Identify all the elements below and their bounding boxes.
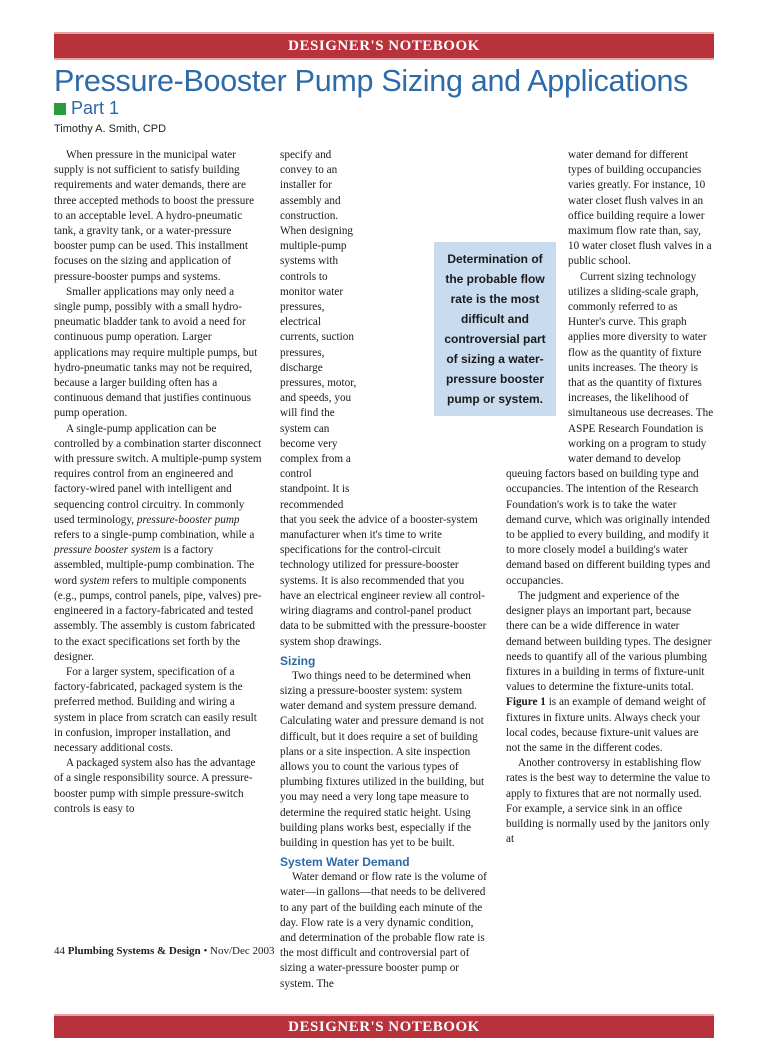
subheading-sizing: Sizing <box>280 653 316 668</box>
paragraph <box>54 422 262 665</box>
emphasis: system <box>79 574 110 587</box>
article-title: Pressure-Booster Pump Sizing and Applications <box>54 64 689 98</box>
page-footer <box>54 945 275 957</box>
text-run: is an example of demand weight of fixtures in fixture units. Always check your local codes, because fixture-unit values are not the same in the different codes. <box>506 696 706 754</box>
subheading-system-water-demand: System Water Demand <box>280 855 410 870</box>
text-run: refers to multiple components (e.g., pumps, control panels, pipe, valves) pre-engineered in a factory-fabricated and tested assembly. The assembly is custom fabricated to the exact specifications set forth by the designer. <box>54 574 262 663</box>
author-byline: Timothy A. Smith, CPD <box>54 123 167 135</box>
part-text: Part 1 <box>71 98 120 118</box>
paragraph: A packaged system also has the advantage of a single responsibility source. A pressure-booster pump with simple pressure-switch controls is easy to <box>54 757 256 815</box>
section-banner: DESIGNER'S NOTEBOOK <box>54 32 714 60</box>
text-run: refers to a single-pump combination, while a <box>54 529 255 542</box>
text-run: water demand for different types of building occupancies varies greatly. For instance, 10 water closet flush valves in an office building require a lower maximum flow rate than, say, 10 water closet flush valves in a public school. <box>568 149 712 268</box>
paragraph: Smaller applications may only need a single pump, possibly with a small hydro-pneumatic bladder tank to avoid a need for continuous pump operation. Larger applications may require multiple pumps, but hydro-pneumatic tanks may not be required, because a larger building often has a continuous demand that justifies continuous pump operation. <box>54 285 258 420</box>
pull-quote <box>434 242 556 416</box>
text-run: The judgment and experience of the designer plays an important part, because there can be a wide difference in water demand between building types. The designer needs to quantify all of the various plumbing fixtures in a building in terms of fixture-unit values to determine the fixture-units total. <box>506 589 712 694</box>
paragraph: For a larger system, specification of a factory-fabricated, packaged system is the preferred method. Building and wiring a system in place from scratch can easily result in confusion, improper installation, and necessary additional costs. <box>54 665 257 754</box>
text-run: is a factory assembled, multiple-pump combination. The word <box>54 544 255 587</box>
emphasis: pressure-booster pump <box>136 513 240 526</box>
paragraph: Two things need to be determined when sizing a pressure-booster system: system water demand and system pressure demand. Calculating water and pressure demand is not difficult, but it does require a set of building plans or a site inspection. A site inspection allows you to count the various types of plumbing fixtures utilized in the building, but you may need a very long tape measure to determine the required static height. Using building plans works best, especially if the building in question has yet to be built. <box>280 669 485 849</box>
figure-reference: Figure 1 <box>506 696 546 709</box>
pull-quote-text: Determination of the probable flow rate is the most difficult and controversial part of sizing a water-pressure booster pump or system. <box>444 252 546 406</box>
page-number: 44 <box>54 945 65 957</box>
paragraph: Another controversy in establishing flow rates is the best way to determine the value to apply to fixtures that are not normally used. For example, a service sink in an office building is normally used by the janitors only at <box>506 757 711 846</box>
column-1 <box>54 148 262 817</box>
next-page-banner: DESIGNER'S NOTEBOOK <box>54 1014 714 1038</box>
green-square-icon <box>54 103 66 115</box>
emphasis: pressure booster system <box>54 544 161 557</box>
separator: • <box>203 945 208 957</box>
text-run: A single-pump application can be controlled by a combination starter disconnect with pressure switch. A multiple-pump system requires control from an engineered and factory-wired panel with intelligent and sequencing control circuitry. In commonly used terminology, <box>54 422 262 526</box>
part-label <box>54 98 119 119</box>
magazine-name: Plumbing Systems & Design <box>67 945 201 957</box>
text-run: specify and convey to an installer for assembly and construction. When designing multiple-pump systems with controls to monitor water pressures, electrical currents, suction pressures, discharge pressures, motor, and speeds, you will find the system can become very complex from a control standpoint. It is recommended that you seek the advice of a booster-system manufacturer when it's time to write specifications for the control-circuit technology utilized for pressure-booster systems. It is also recommended that you have an electrical engineer review all control-wiring diagrams and control-panel product data to be submitted with the pressure-booster system shop drawings. <box>280 149 487 648</box>
issue-date: Nov/Dec 2003 <box>210 945 275 957</box>
paragraph: Water demand or flow rate is the volume of water—in gallons—that needs to be delivered to any part of the building each minute of the day. Flow rate is a very dynamic condition, and determination of the probable flow rate is the most difficult and controversial part of sizing a water-pressure booster pump or system. The <box>280 871 487 990</box>
paragraph: Current sizing technology utilizes a sliding-scale graph, commonly referred to as Hunter's curve. This graph applies more diversity to water flow as the quantity of fixture units increases. The theory is that as the quantity of fixtures increases, the likelihood of simultaneous use decreases. The ASPE Research Foundation is working on a program to study water demand to develop queuing factors based on building type and occupancies. The intention of the Research Foundation's work is to take the water demand curve, which was originally intended to be applied to every building, and modify it to more closely model a building's water demand based on different building types and occupancies. <box>506 270 714 587</box>
paragraph: When pressure in the municipal water supply is not sufficient to satisfy building requirements and water demands, there are three accepted methods to boost the pressure to an acceptable level. A hydro-pneumatic tank, a gravity tank, or a water-pressure booster pump can be used. This installment focuses on the sizing and application of pressure-booster pumps and systems. <box>54 149 255 283</box>
paragraph <box>506 589 714 756</box>
